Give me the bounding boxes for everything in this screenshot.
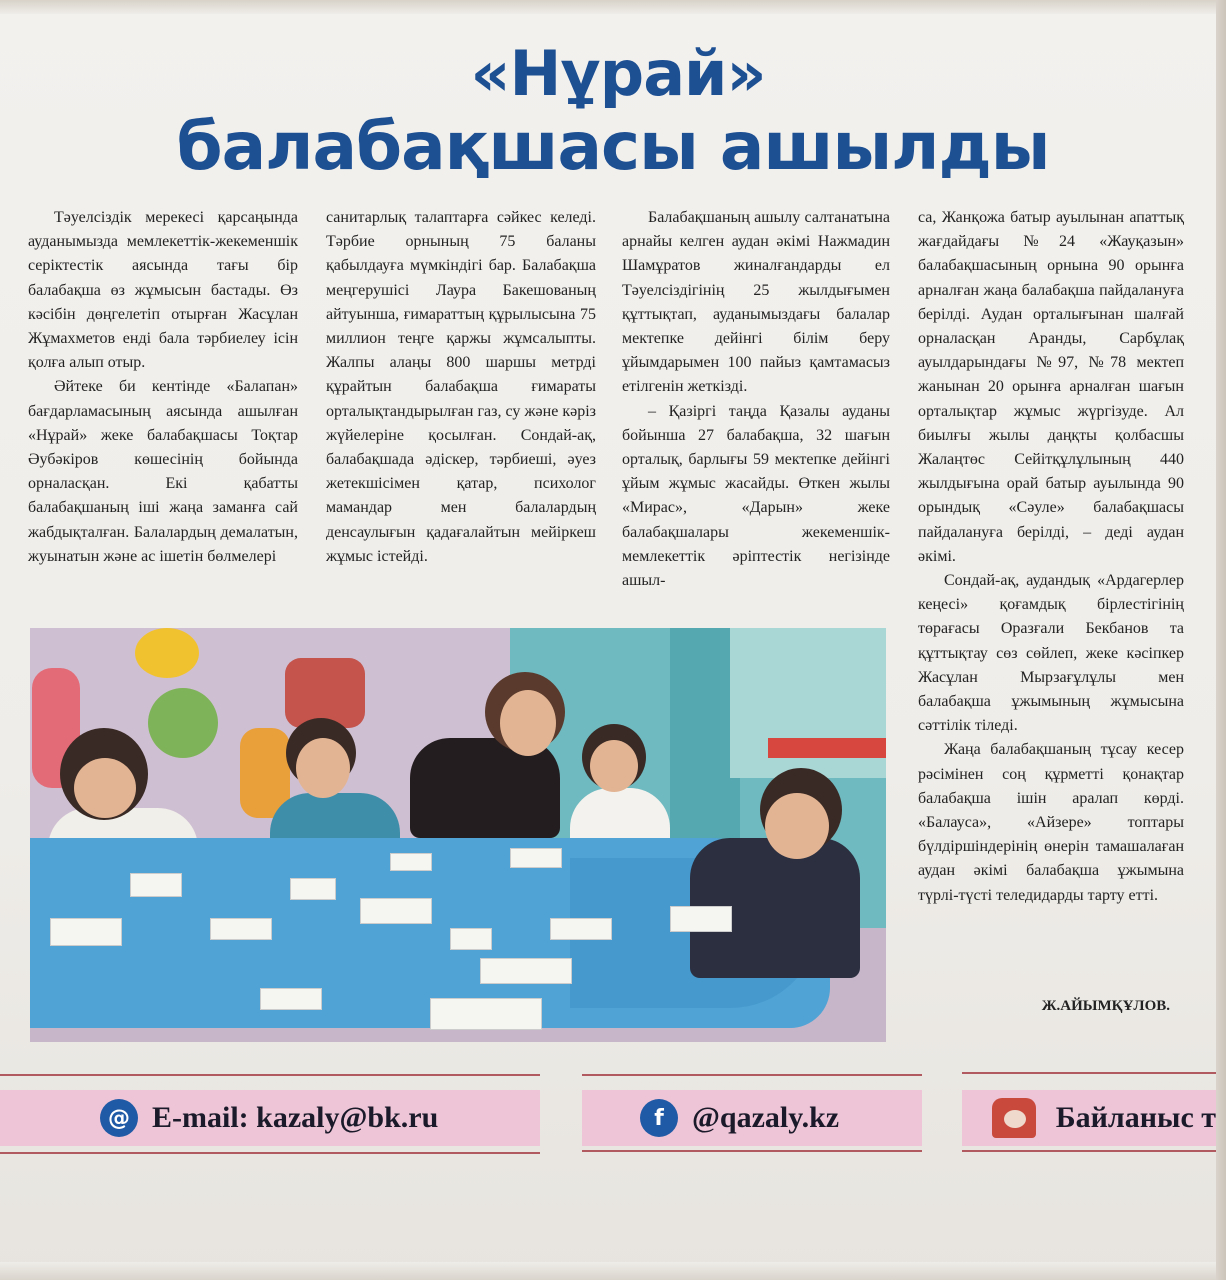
photo-child-face — [74, 758, 136, 818]
footer-phone-text: Байланыс т — [1055, 1101, 1216, 1134]
photo-card — [290, 878, 336, 900]
photo-card — [50, 918, 122, 946]
paragraph: Әйтеке би кентінде «Балапан» бағдарламасының аясында ашылған «Нұрай» жеке балабақшасы Тоқтар Әубәкіров көшесінің бойында орналасқан. Екі қабатты балабақшаның іші жаңа заманға сай жабдықталған. Балалардың демалатын, жуынатын және ас ішетін бөлмелері — [28, 378, 298, 565]
footer-rule — [0, 1074, 540, 1076]
paper-bottom-edge — [0, 1262, 1226, 1280]
paragraph: Балабақшаның ашылу салтанатына арнайы келген аудан әкімі Нажмадин Шамұратов жиналғандарды ел Тәуелсіздігінің 25 жылдығымен құттықтап, ауданымыздағы балалар мектепке дейінгі білім беру ұйымдарымен 100 пайыз қамтамасыз етілгенін жеткізді. — [622, 209, 890, 396]
photo-card — [550, 918, 612, 940]
telephone-icon — [992, 1098, 1036, 1138]
headline-line2: балабақшасы ашылды — [176, 108, 1050, 185]
photo-card — [390, 853, 432, 871]
paragraph: санитарлық талаптарға сәйкес келеді. Тәрбие орнының 75 баланы қабылдауға мүмкіндігі бар. Балабақша меңгерушісі Лаура Бакешованың айтуынша, ғимараттың құрылысына 75 миллион теңге қаржы жұмсалыпты. Жалпы алаңы 800 шаршы метрді құрайтын балабақша ғимараты орталықтандырылған газ, су және кәріз жүйелеріне қосылған. Сондай-ақ, балабақшада әдіскер, тәрбиеші, әуез жетекшісімен қатар, психолог мамандар мен балалардың денсаулығын қадағалайтын мейіркеш жұмыс істейді. — [326, 209, 596, 565]
photo-card — [430, 998, 542, 1030]
photo-teacher-face — [500, 690, 556, 756]
paragraph: Сондай-ақ, аудандық «Ардагерлер кеңесі» қоғамдық бірлестігінің төрағасы Оразғали Бекбанов та құттықтау сөз сөйлеп, жеке кәсіпкер Жасұлан Мырзағұлұлы мен балабақша ұжымының жұмысына сәттілік тіледі. — [918, 572, 1184, 735]
photo-card — [670, 906, 732, 932]
paragraph: Тәуелсіздік мерекесі қарсаңында ауданымызда мемлекеттік-жекеменшік серіктестік аясында тағы бір балабақша өз жұмысын бастады. Өз кәсібін дөңгелетіп отырған Жасұлан Жұмахметов енді бала тәрбиелеу ісін қолға алып отыр. — [28, 209, 298, 372]
footer-rule — [582, 1074, 922, 1076]
footer-phone-bar — [962, 1090, 1216, 1146]
photo-wall-decoration — [148, 688, 218, 758]
photo-card — [450, 928, 492, 950]
photo-card — [480, 958, 572, 984]
photo-sun-decoration — [135, 628, 199, 678]
photo-card — [360, 898, 432, 924]
footer-facebook-text[interactable]: @qazaly.kz — [692, 1101, 840, 1134]
photo-card — [260, 988, 322, 1010]
article-column-1 — [28, 206, 298, 569]
paragraph: Жаңа балабақшаның тұсау кесер рәсімінен соң құрметті қонақтар балабақша ішін аралап көрді. «Балауса», «Айзере» топтары бүлдіршіндерінің өнерін тамашалаған аудан әкімі балабақша ұжымына түрлі-түсті теледидарды тарту етті. — [918, 741, 1184, 904]
article-column-4 — [918, 206, 1184, 908]
footer-email-bar — [0, 1090, 540, 1146]
photo-card — [510, 848, 562, 868]
photo-child-face — [590, 740, 638, 792]
at-icon: @ — [100, 1099, 138, 1137]
footer-rule — [962, 1072, 1216, 1074]
article-column-3 — [622, 206, 890, 593]
author-signature: Ж.АЙЫМҚҰЛОВ. — [1041, 998, 1170, 1014]
photo-child-face — [296, 738, 350, 798]
photo-child-face — [765, 793, 829, 859]
footer-email-text[interactable]: E-mail: kazaly@bk.ru — [152, 1101, 439, 1134]
article-column-2 — [326, 206, 596, 569]
paper-top-edge — [0, 0, 1226, 14]
photo-card — [210, 918, 272, 940]
footer-rule — [582, 1150, 922, 1152]
footer-rule — [962, 1150, 1216, 1152]
paragraph: – Қазіргі таңда Қазалы ауданы бойынша 27 балабақша, 32 шағын орталық, барлығы 59 мектепке дейінгі ұйым жұмыс жасайды. Өткен жылы «Мирас», «Дарын» жеке балабақшалары жекеменшік-мемлекеттік әріптестік негізінде ашыл- — [622, 402, 890, 590]
photo-card — [130, 873, 182, 897]
footer-rule — [0, 1152, 540, 1154]
kindergarten-photo — [30, 628, 886, 1042]
facebook-icon: f — [640, 1099, 678, 1137]
paper-fold — [1216, 0, 1226, 1280]
headline-line1: «Нұрай» — [470, 37, 766, 110]
paragraph: са, Жанқожа батыр ауылынан апаттық жағдайдағы №24 «Жауқазын» балабақшасының орнына 90 орынға арналған жаңа балабақша пайдалануға берілді. Аудан орталығынан шалғай орналасқан Аранды, Сарбұлақ ауылдарындағы №97, №78 мектеп жанынан 20 орынға арналған шағын орталықтар жұмыс жүргізуде. Ал биылғы жылы даңқты қолбасшы Жалаңтөс Сейітқұлұлының 440 жылдығына орай батыр ауылында 90 орындық «Сәуле» балабақшасы пайдалануға берілді, – деді аудан әкімі. — [918, 209, 1184, 565]
footer-facebook-bar — [582, 1090, 922, 1146]
photo-shelf — [768, 738, 886, 758]
